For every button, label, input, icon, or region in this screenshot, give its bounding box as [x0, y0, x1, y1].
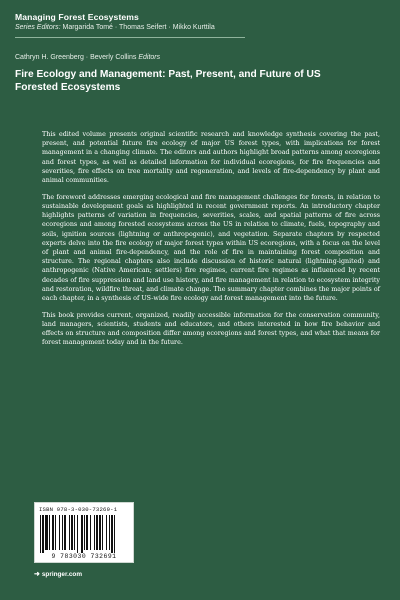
publisher-link[interactable]: [34, 570, 82, 578]
book-editors-label: Editors: [138, 54, 161, 61]
isbn-barcode-box: [34, 502, 134, 563]
series-editors: [15, 24, 385, 31]
publisher-url[interactable]: springer.com: [41, 570, 83, 578]
book-editors: [15, 54, 385, 61]
series-editors-label: Series Editors:: [15, 24, 61, 31]
isbn-label: ISBN 978-3-030-73269-1: [39, 506, 118, 513]
header-divider: [15, 37, 245, 38]
barcode-number: 9 783030 732691: [51, 553, 117, 560]
blurb-paragraph: The foreword addresses emerging ecological and fire management challenges for forests, in relation to sustainable development goals as highlighted in recent government reports. An introductory chapter highlights patterns of variation in frequencies, severities, scales, and spatial patterns of fire across ecoregions and among forested ecosystems across the US in relation to climate, fuels, topography and soils, ignition sources (lightning or anthropogenic), and vegetation. Separate chapters by respected experts delve into the fire ecology of major forest types within US ecoregions, with a focus on the level of plant and animal fire-dependency, and the role of fire in maintaining forest composition and structure. The regional chapters also include discussion of historic natural (lightning-ignited) and anthropogenic (Native American; settlers) fire regimes, current fire regimes as influenced by recent decades of fire suppression and land use history, and fire management in relation to ecosystem integrity and restoration, wildfire threat, and climate change. The summary chapter combines the major points of each chapter, in a synthesis of US-wide fire ecology and forest management into the future.: [42, 193, 380, 302]
book-editors-names: Cathryn H. Greenberg · Beverly Collins: [15, 54, 137, 61]
blurb: [42, 130, 380, 355]
arrow-right-icon: ➜: [34, 571, 40, 578]
book-title: Fire Ecology and Management: Past, Present, and Future of US Forested Ecosystems: [15, 69, 321, 93]
series-editors-names: Margarida Tomé · Thomas Seifert · Mikko Kurttila: [62, 24, 215, 31]
series-title: Managing Forest Ecosystems: [15, 12, 139, 22]
barcode-icon: [38, 515, 130, 553]
blurb-paragraph: This book provides current, organized, readily accessible information for the conservation community, land managers, scientists, students and educators, and others interested in how fire behavior and effects on structure and composition differ among ecoregions and forest types, and what that means for forest management today and in the future.: [42, 311, 380, 347]
blurb-paragraph: This edited volume presents original scientific research and knowledge synthesis covering the past, present, and potential future fire ecology of major US forest types, with implications for forest management in a changing climate. The editors and authors highlight broad patterns among ecoregions and forest types, as well as detailed information for individual ecoregions, for fire frequencies and severities, fire effects on tree mortality and regeneration, and levels of fire-dependency by plant and animal communities.: [42, 131, 380, 185]
